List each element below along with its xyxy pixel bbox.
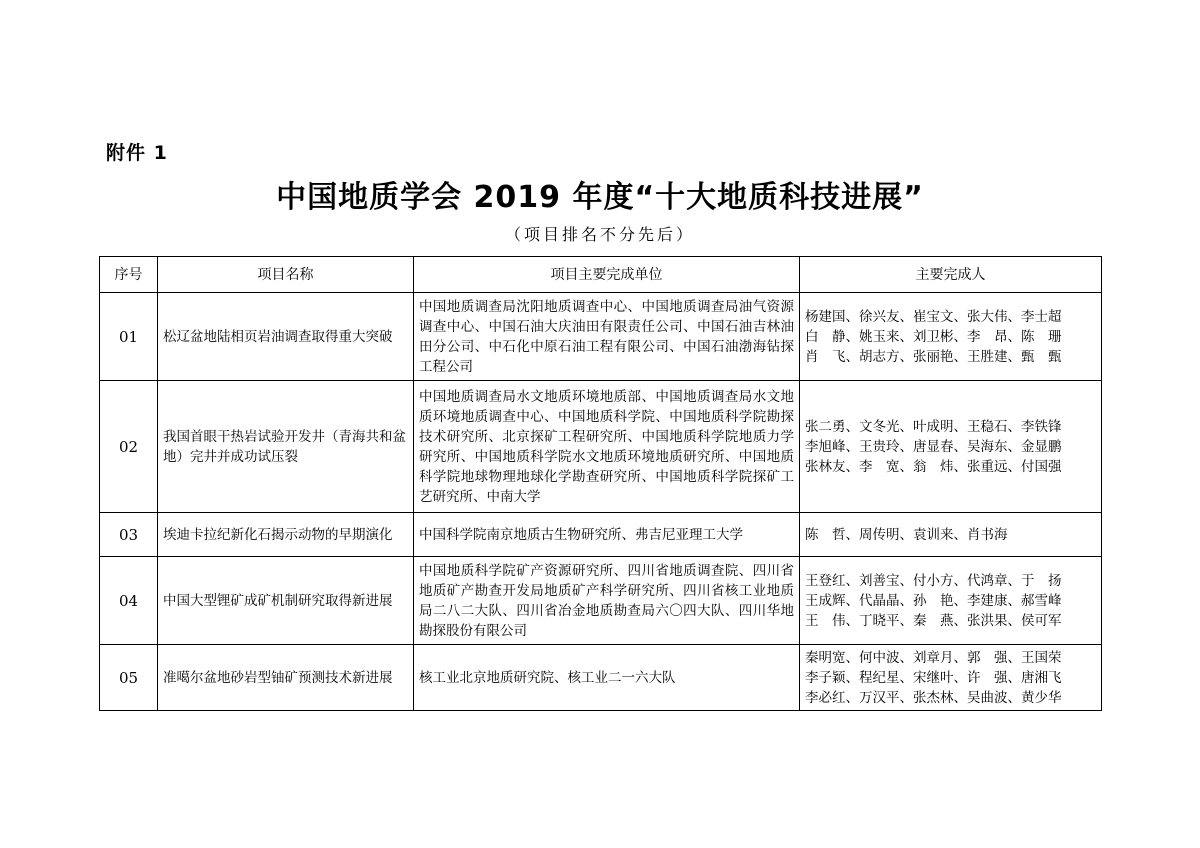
people-line: 张林友、李 宽、翁 炜、张重远、付国强 (805, 458, 1062, 475)
column-header-people: 主要完成人 (800, 257, 1102, 293)
table-header-row (100, 257, 1102, 293)
project-people (800, 381, 1102, 513)
column-header-unit: 项目主要完成单位 (414, 257, 800, 293)
people-line: 李旭峰、王贵玲、唐显春、吴海东、金显鹏 (805, 438, 1062, 455)
project-units: 中国科学院南京地质古生物研究所、弗吉尼亚理工大学 (414, 513, 800, 557)
project-people (800, 645, 1102, 711)
table-row (100, 513, 1102, 557)
people-line: 王登红、刘善宝、付小方、代鸿章、于 扬 (805, 572, 1062, 589)
people-line: 王 伟、丁晓平、秦 燕、张洪果、侯可军 (805, 612, 1062, 629)
table-row (100, 557, 1102, 645)
row-number: 04 (100, 557, 158, 645)
document-subtitle: （项目排名不分先后） (504, 225, 695, 244)
project-name: 准噶尔盆地砂岩型铀矿预测技术新进展 (158, 645, 414, 711)
project-units: 中国地质科学院矿产资源研究所、四川省地质调查院、四川省地质矿产勘查开发局地质矿产科学研究所、四川省核工业地质局二八二大队、四川省冶金地质勘查局六〇四大队、四川华地勘探股份有限公司 (414, 557, 800, 645)
row-number: 05 (100, 645, 158, 711)
people-line: 陈 哲、周传明、袁训来、肖书海 (805, 526, 1008, 543)
project-units: 中国地质调查局沈阳地质调查中心、中国地质调查局油气资源调查中心、中国石油大庆油田有限责任公司、中国石油吉林油田分公司、中石化中原石油工程有限公司、中国石油渤海钻探工程公司 (414, 293, 800, 381)
people-line: 王成辉、代晶晶、孙 艳、李建康、郝雪峰 (805, 592, 1062, 609)
people-line: 秦明宽、何中波、刘章月、郭 强、王国荣 (805, 649, 1062, 666)
project-name: 松辽盆地陆相页岩油调查取得重大突破 (158, 293, 414, 381)
project-name: 我国首眼干热岩试验开发井（青海共和盆地）完井并成功试压裂 (158, 381, 414, 513)
people-line: 肖 飞、胡志方、张丽艳、王胜建、甄 甄 (805, 348, 1062, 365)
column-header-no: 序号 (100, 257, 158, 293)
document-title: 中国地质学会 2019 年度“十大地质科技进展” (276, 180, 924, 215)
table-row (100, 293, 1102, 381)
row-number: 03 (100, 513, 158, 557)
table-row (100, 645, 1102, 711)
project-name: 埃迪卡拉纪新化石揭示动物的早期演化 (158, 513, 414, 557)
column-header-name: 项目名称 (158, 257, 414, 293)
people-line: 李子颖、程纪星、宋继叶、许 强、唐湘飞 (805, 669, 1062, 686)
row-number: 01 (100, 293, 158, 381)
people-line: 白 静、姚玉来、刘卫彬、李 昂、陈 珊 (805, 328, 1062, 345)
table-row (100, 381, 1102, 513)
progress-table (99, 256, 1102, 711)
project-people (800, 293, 1102, 381)
people-line: 杨建国、徐兴友、崔宝文、张大伟、李士超 (805, 308, 1062, 325)
row-number: 02 (100, 381, 158, 513)
project-units: 核工业北京地质研究院、核工业二一六大队 (414, 645, 800, 711)
project-units: 中国地质调查局水文地质环境地质部、中国地质调查局水文地质环境地质调查中心、中国地质科学院、中国地质科学院勘探技术研究所、北京探矿工程研究所、中国地质科学院地质力学研究所、中国地质科学院水文地质环境地质研究所、中国地质科学院地球物理地球化学勘查研究所、中国地质科学院探矿工艺研究所、中南大学 (414, 381, 800, 513)
attachment-label: 附件 1 (106, 142, 168, 164)
people-line: 李必红、万汉平、张杰林、吴曲波、黄少华 (805, 689, 1062, 706)
project-people (800, 513, 1102, 557)
people-line: 张二勇、文冬光、叶成明、王稳石、李铁锋 (805, 418, 1062, 435)
project-name: 中国大型锂矿成矿机制研究取得新进展 (158, 557, 414, 645)
project-people (800, 557, 1102, 645)
